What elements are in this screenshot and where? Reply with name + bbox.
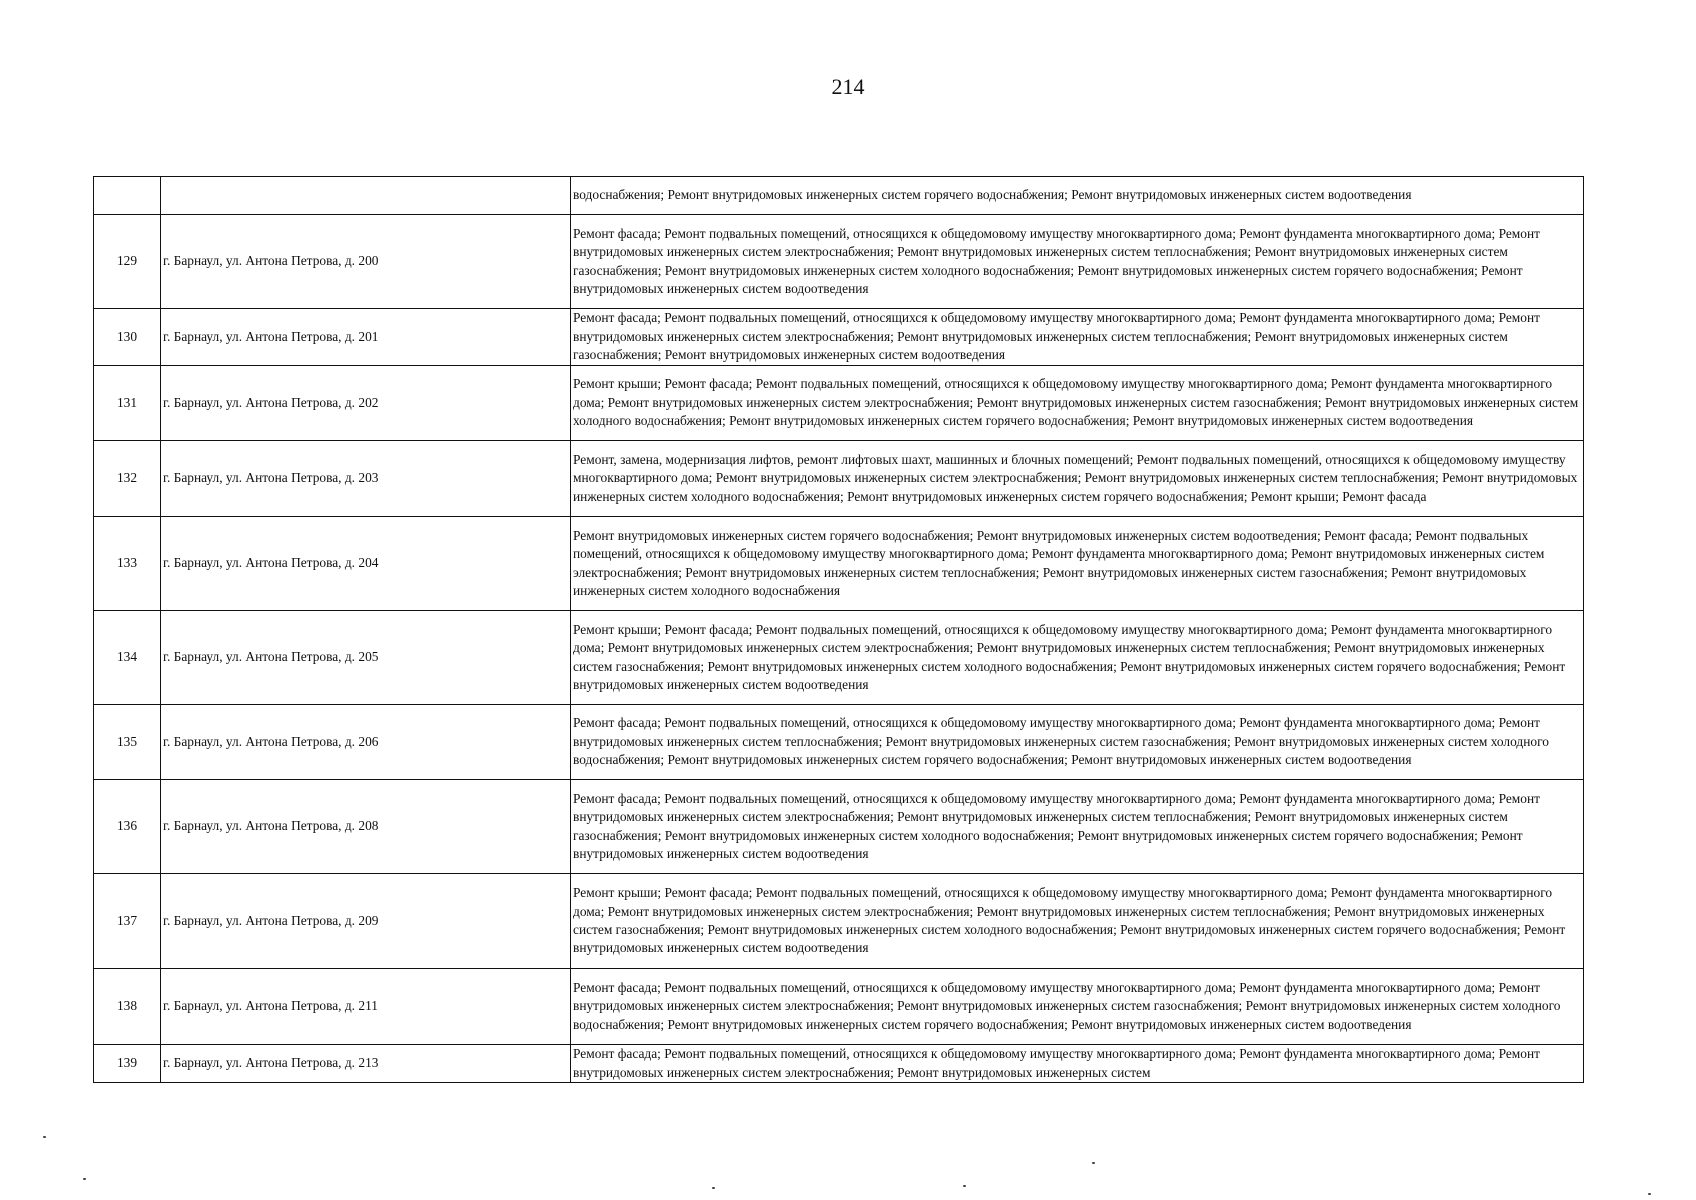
table-row-continuation [94,177,1584,215]
table-row [94,705,1584,780]
row-works: Ремонт крыши; Ремонт фасада; Ремонт подвальных помещений, относящихся к общедомовому имуществу многоквартирного дома; Ремонт фундамента многоквартирного дома; Ремонт внутридомовых инженерных систем электроснабжения; Ремонт внутридомовых инженерных систем теплоснабжения; Ремонт внутридомовых инженерных систем газоснабжения; Ремонт внутридомовых инженерных систем холодного водоснабжения; Ремонт внутридомовых инженерных систем горячего водоснабжения; Ремонт внутридомовых инженерных систем водоотведения [571,874,1584,969]
row-works: Ремонт фасада; Ремонт подвальных помещений, относящихся к общедомовому имуществу многоквартирного дома; Ремонт фундамента многоквартирного дома; Ремонт внутридомовых инженерных систем электроснабжения; Ремонт внутридомовых инженерных систем теплоснабжения; Ремонт внутридомовых инженерных систем газоснабжения; Ремонт внутридомовых инженерных систем холодного водоснабжения; Ремонт внутридомовых инженерных систем горячего водоснабжения; Ремонт внутридомовых инженерных систем водоотведения [571,780,1584,874]
table-row [94,874,1584,969]
row-works: Ремонт фасада; Ремонт подвальных помещений, относящихся к общедомовому имуществу многоквартирного дома; Ремонт фундамента многоквартирного дома; Ремонт внутридомовых инженерных систем электроснабжения; Ремонт внутридомовых инженерных систем теплоснабжения; Ремонт внутридомовых инженерных систем газоснабжения; Ремонт внутридомовых инженерных систем водоотведения [571,309,1584,366]
row-number: 133 [94,517,161,611]
row-number: 129 [94,215,161,309]
scan-speck [83,1178,86,1180]
row-address: г. Барнаул, ул. Антона Петрова, д. 211 [161,969,571,1045]
row-works: Ремонт, замена, модернизация лифтов, ремонт лифтовых шахт, машинных и блочных помещений; Ремонт подвальных помещений, относящихся к общедомовому имуществу многоквартирного дома; Ремонт внутридомовых инженерных систем электроснабжения; Ремонт внутридомовых инженерных систем теплоснабжения; Ремонт внутридомовых инженерных систем холодного водоснабжения; Ремонт внутридомовых инженерных систем горячего водоснабжения; Ремонт крыши; Ремонт фасада [571,441,1584,517]
row-number [94,177,161,215]
table-row [94,215,1584,309]
scan-speck [963,1185,966,1187]
row-works: Ремонт фасада; Ремонт подвальных помещений, относящихся к общедомовому имуществу многоквартирного дома; Ремонт фундамента многоквартирного дома; Ремонт внутридомовых инженерных систем теплоснабжения; Ремонт внутридомовых инженерных систем газоснабжения; Ремонт внутридомовых инженерных систем холодного водоснабжения; Ремонт внутридомовых инженерных систем горячего водоснабжения; Ремонт внутридомовых инженерных систем водоотведения [571,705,1584,780]
table-row [94,441,1584,517]
row-address: г. Барнаул, ул. Антона Петрова, д. 201 [161,309,571,366]
row-works: Ремонт крыши; Ремонт фасада; Ремонт подвальных помещений, относящихся к общедомовому имуществу многоквартирного дома; Ремонт фундамента многоквартирного дома; Ремонт внутридомовых инженерных систем электроснабжения; Ремонт внутридомовых инженерных систем теплоснабжения; Ремонт внутридомовых инженерных систем газоснабжения; Ремонт внутридомовых инженерных систем холодного водоснабжения; Ремонт внутридомовых инженерных систем горячего водоснабжения; Ремонт внутридомовых инженерных систем водоотведения [571,611,1584,705]
row-address: г. Барнаул, ул. Антона Петрова, д. 208 [161,780,571,874]
row-number: 139 [94,1045,161,1083]
row-works: Ремонт внутридомовых инженерных систем горячего водоснабжения; Ремонт внутридомовых инженерных систем водоотведения; Ремонт фасада; Ремонт подвальных помещений, относящихся к общедомовому имуществу многоквартирного дома; Ремонт фундамента многоквартирного дома; Ремонт внутридомовых инженерных систем электроснабжения; Ремонт внутридомовых инженерных систем теплоснабжения; Ремонт внутридомовых инженерных систем газоснабжения; Ремонт внутридомовых инженерных систем холодного водоснабжения [571,517,1584,611]
row-works: Ремонт крыши; Ремонт фасада; Ремонт подвальных помещений, относящихся к общедомовому имуществу многоквартирного дома; Ремонт фундамента многоквартирного дома; Ремонт внутридомовых инженерных систем электроснабжения; Ремонт внутридомовых инженерных систем газоснабжения; Ремонт внутридомовых инженерных систем холодного водоснабжения; Ремонт внутридомовых инженерных систем горячего водоснабжения; Ремонт внутридомовых инженерных систем водоотведения [571,366,1584,441]
row-address: г. Барнаул, ул. Антона Петрова, д. 203 [161,441,571,517]
row-works: Ремонт фасада; Ремонт подвальных помещений, относящихся к общедомовому имуществу многоквартирного дома; Ремонт фундамента многоквартирного дома; Ремонт внутридомовых инженерных систем электроснабжения; Ремонт внутридомовых инженерных систем теплоснабжения; Ремонт внутридомовых инженерных систем газоснабжения; Ремонт внутридомовых инженерных систем холодного водоснабжения; Ремонт внутридомовых инженерных систем горячего водоснабжения; Ремонт внутридомовых инженерных систем водоотведения [571,215,1584,309]
row-address: г. Барнаул, ул. Антона Петрова, д. 209 [161,874,571,969]
table-row [94,309,1584,366]
row-number: 135 [94,705,161,780]
table-row [94,366,1584,441]
row-number: 137 [94,874,161,969]
table-row [94,1045,1584,1083]
table-row [94,611,1584,705]
row-address [161,177,571,215]
row-works: водоснабжения; Ремонт внутридомовых инженерных систем горячего водоснабжения; Ремонт внутридомовых инженерных систем водоотведения [571,177,1584,215]
scan-speck [712,1187,715,1189]
row-works: Ремонт фасада; Ремонт подвальных помещений, относящихся к общедомовому имуществу многоквартирного дома; Ремонт фундамента многоквартирного дома; Ремонт внутридомовых инженерных систем электроснабжения; Ремонт внутридомовых инженерных систем [571,1045,1584,1083]
row-address: г. Барнаул, ул. Антона Петрова, д. 200 [161,215,571,309]
row-number: 132 [94,441,161,517]
row-address: г. Барнаул, ул. Антона Петрова, д. 205 [161,611,571,705]
row-number: 131 [94,366,161,441]
table-row [94,517,1584,611]
scan-speck [1648,1193,1651,1195]
row-number: 138 [94,969,161,1045]
page-number: 214 [831,74,865,99]
row-works: Ремонт фасада; Ремонт подвальных помещений, относящихся к общедомовому имуществу многоквартирного дома; Ремонт фундамента многоквартирного дома; Ремонт внутридомовых инженерных систем электроснабжения; Ремонт внутридомовых инженерных систем газоснабжения; Ремонт внутридомовых инженерных систем холодного водоснабжения; Ремонт внутридомовых инженерных систем горячего водоснабжения; Ремонт внутридомовых инженерных систем водоотведения [571,969,1584,1045]
table-row [94,780,1584,874]
scan-speck [43,1136,46,1138]
row-number: 134 [94,611,161,705]
scan-speck [1092,1162,1095,1164]
row-number: 136 [94,780,161,874]
table-row [94,969,1584,1045]
row-address: г. Барнаул, ул. Антона Петрова, д. 213 [161,1045,571,1083]
row-address: г. Барнаул, ул. Антона Петрова, д. 202 [161,366,571,441]
repair-register-table [93,176,1584,1083]
row-address: г. Барнаул, ул. Антона Петрова, д. 206 [161,705,571,780]
row-address: г. Барнаул, ул. Антона Петрова, д. 204 [161,517,571,611]
row-number: 130 [94,309,161,366]
